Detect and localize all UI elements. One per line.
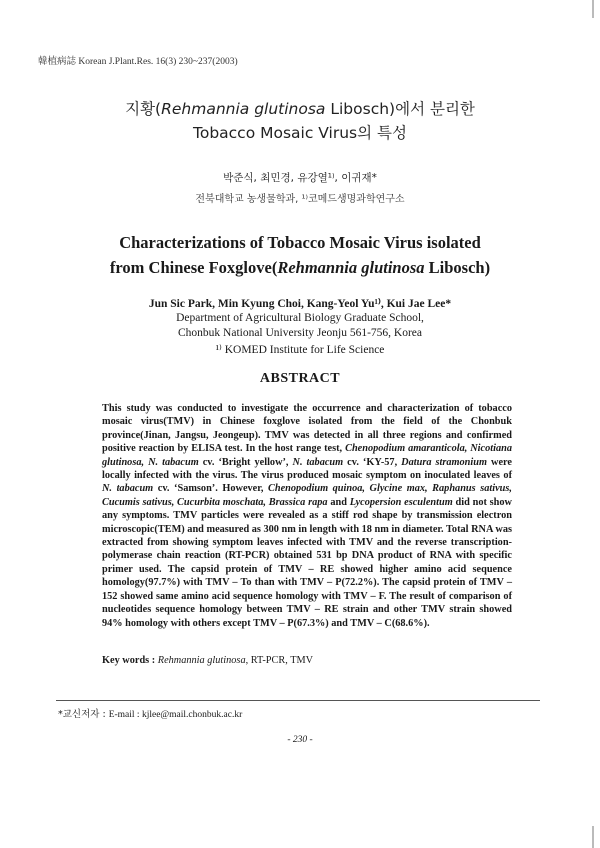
keywords-rest: , RT-PCR, TMV: [245, 655, 314, 666]
korean-title-prefix: 지황(: [125, 100, 162, 118]
english-title-line2: [0, 258, 600, 278]
affiliation-line: Department of Agricultural Biology Graduate School,: [176, 312, 424, 324]
abstract-text: cv. ‘Bright yellow’,: [198, 456, 293, 468]
abstract-text: did not show any symptoms. TMV particles were revealed as a stiff rod shape by transmission electron microscopic(TEM) and measured as 300 nm in length with 18 nm in diameter. Total RNA was extracted from showing symptom leaves infected with TMV and the reverse transcription-polymerase chain reaction (RT-PCR) obtained 531 bp DNA product of RNA with specific primer used. The capsid protein of TMV – RE showed higher amino acid sequence homology(97.7%) with TMV – To than with TMV – P(72.2%). The capsid protein of TMV – 152 showed same amino acid sequence homology with TMV – F. The result of comparison of nucleotides sequence homology between TMV – RE strain and other TMV strain showed 94% homology with others except TMV – P(67.3%) and TMV – C(68.6%).: [102, 496, 512, 629]
korean-affiliation: 전북대학교 농생물학과, ¹⁾코메드생명과학연구소: [195, 194, 405, 205]
korean-title-species: Rehmannia glutinosa: [161, 100, 326, 118]
abstract-heading: ABSTRACT: [259, 371, 341, 386]
korean-title-line1: [0, 97, 600, 119]
abstract-text: cv. ‘KY-57,: [343, 456, 402, 468]
abstract-species: Chenopodium quinoa, Glycine max, Raphanus sativus, Cucumis sativus, Cucurbita moschata, Brassica rapa: [102, 483, 512, 508]
keywords: [102, 655, 313, 666]
abstract-body: [102, 402, 512, 630]
abstract-text: This study was conducted to investigate the occurrence and characterization of tobacco mosaic virus(TMV) in Chinese foxglove isolated from the field of the Chonbuk province(Jinan, Jangsu, Jeongeup). TMV was detected in all three regions and confirmed positive reaction by ELISA test. In the host range test,: [102, 403, 512, 455]
page-number: - 230 -: [287, 735, 313, 745]
korean-authors: 박준식, 최민경, 유강열¹⁾, 이귀재*: [223, 172, 377, 184]
abstract-species: Lycopersion esculentum: [349, 496, 453, 508]
abstract-text: and: [327, 496, 350, 508]
korean-title-line2: Tobacco Mosaic Virus의 특성: [193, 124, 407, 142]
abstract-text: were locally infected with the virus. The virus produced mosaic symptom on inoculated leaves of: [102, 456, 512, 482]
abstract-species: Chenopodium amaranticola, Nicotiana glutinosa, N. tabacum: [102, 443, 512, 468]
english-title-line1: Characterizations of Tobacco Mosaic Virus isolated: [119, 233, 481, 252]
korean-title-suffix: Libosch)에서 분리한: [325, 100, 475, 118]
abstract-text: cv. ‘Samson’. However,: [153, 483, 269, 495]
english-title-prefix: from Chinese Foxglove(: [109, 258, 278, 277]
abstract-species: N. tabacum: [292, 456, 344, 468]
affiliation-line: ¹⁾ KOMED Institute for Life Science: [215, 344, 385, 356]
affiliation-line: Chonbuk National University Jeonju 561-756, Korea: [177, 327, 422, 339]
abstract-species: N. tabacum: [102, 483, 154, 495]
footnote-divider: [56, 700, 540, 701]
journal-header: 韓植病誌 Korean J.Plant.Res. 16(3) 230~237(2003): [38, 57, 238, 67]
footnote-label: *교신저자 :: [58, 709, 109, 720]
corresponding-author-footnote: [58, 706, 242, 720]
scan-edge-mark: [592, 0, 594, 18]
english-authors: Jun Sic Park, Min Kyung Choi, Kang-Yeol Yu¹⁾, Kui Jae Lee*: [148, 298, 452, 310]
footnote-email: E-mail : kjlee@mail.chonbuk.ac.kr: [108, 710, 243, 720]
english-title-species: Rehmannia glutinosa: [277, 258, 425, 277]
scan-edge-mark: [592, 826, 594, 848]
abstract-species: Datura stramonium: [401, 456, 487, 468]
keywords-species: Rehmannia glutinosa: [157, 655, 246, 666]
keywords-label: Key words :: [102, 655, 158, 666]
english-title-suffix: Libosch): [424, 258, 491, 277]
